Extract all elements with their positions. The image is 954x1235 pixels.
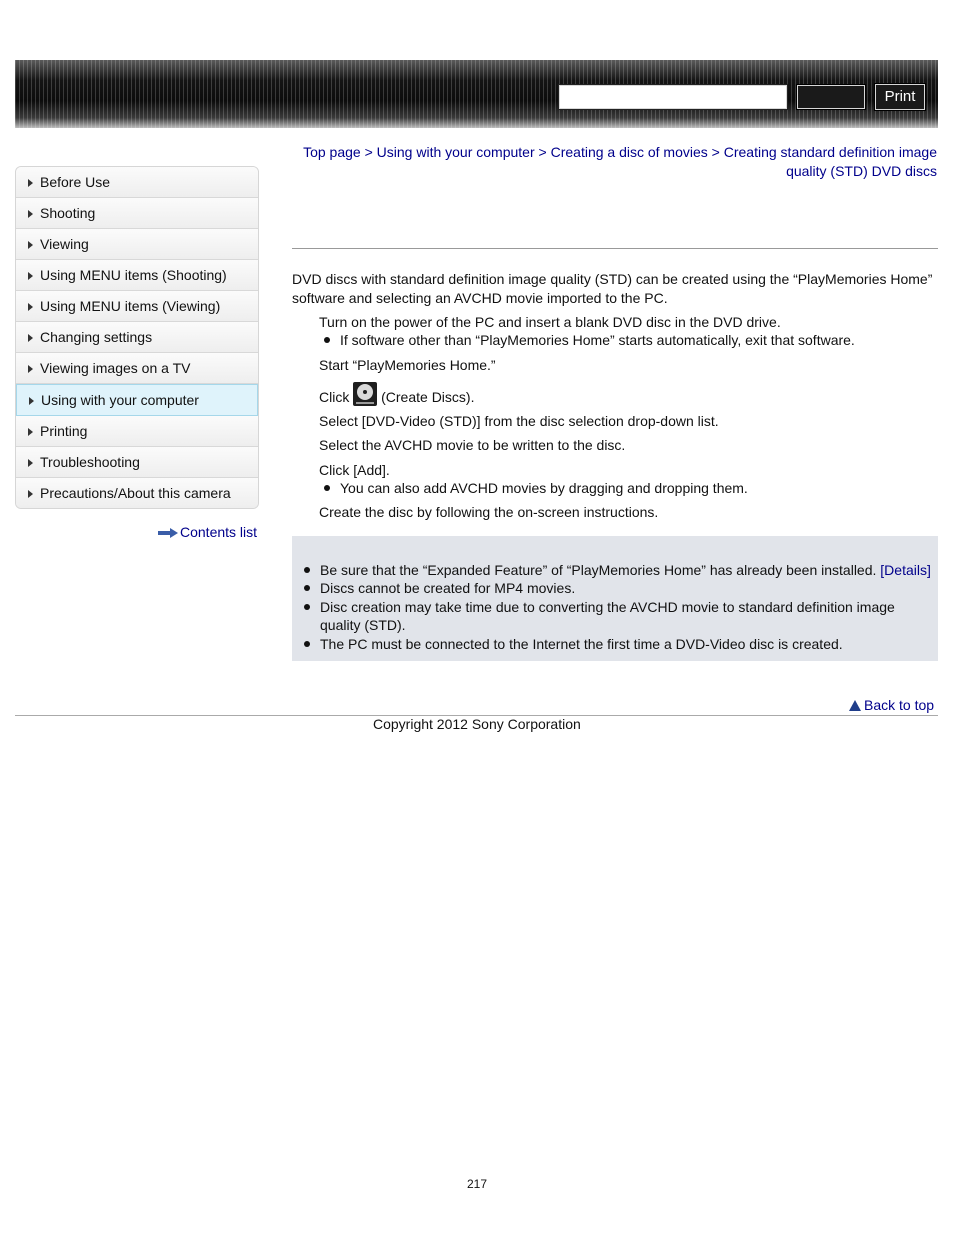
- bullet-icon: [304, 641, 310, 647]
- step-3-post-text: (Create Discs).: [381, 389, 475, 405]
- step-3-pre-text: Click: [319, 389, 350, 405]
- sidebar-item-changing-settings[interactable]: [16, 322, 258, 353]
- sidebar-item-viewing[interactable]: [16, 229, 258, 260]
- sidebar-item-using-with-computer[interactable]: [16, 384, 258, 416]
- contents-list-link[interactable]: [158, 524, 257, 540]
- breadcrumb-separator: >: [364, 144, 373, 160]
- intro-text: DVD discs with standard definition image quality (STD) can be created using the “PlayMemories Home” software and selecting an AVCHD movie imported to the PC.: [292, 271, 933, 306]
- back-to-top-label: Back to top: [864, 697, 935, 713]
- note-item: [304, 635, 934, 653]
- step-1-note: [324, 331, 855, 349]
- bullet-icon: [324, 485, 330, 491]
- note-item: [304, 561, 934, 579]
- note-text: Disc creation may take time due to converting the AVCHD movie to standard definition image quality (STD).: [320, 599, 895, 633]
- sidebar-item-shooting[interactable]: [16, 198, 258, 229]
- header-bar: [15, 60, 938, 128]
- breadcrumb-separator: >: [538, 144, 547, 160]
- bullet-icon: [324, 337, 330, 343]
- sidebar-item-label: Shooting: [40, 205, 96, 221]
- step-6-note-text: You can also add AVCHD movies by dragging and dropping them.: [340, 480, 748, 496]
- sidebar-item-menu-viewing[interactable]: [16, 291, 258, 322]
- copyright-text: Copyright 2012 Sony Corporation: [373, 716, 581, 732]
- breadcrumb-top-page[interactable]: Top page: [303, 144, 361, 160]
- sidebar-item-precautions[interactable]: [16, 478, 258, 508]
- breadcrumb-separator: >: [711, 144, 720, 160]
- triangle-right-icon: [28, 334, 33, 342]
- search-input[interactable]: [559, 85, 787, 109]
- step-1-note-text: If software other than “PlayMemories Home” starts automatically, exit that software.: [340, 332, 855, 348]
- print-button[interactable]: Print: [875, 84, 925, 110]
- step-7: Create the disc by following the on-screen instructions.: [319, 504, 659, 520]
- sidebar-item-label: Changing settings: [40, 329, 153, 345]
- note-text: Discs cannot be created for MP4 movies.: [320, 580, 576, 596]
- triangle-right-icon: [28, 179, 33, 187]
- step-4: Select [DVD-Video (STD)] from the disc selection drop-down list.: [319, 413, 719, 429]
- page-number: 217: [466, 1177, 488, 1191]
- notes-box: [292, 536, 938, 661]
- search-button[interactable]: [797, 85, 865, 109]
- note-item: [304, 579, 934, 597]
- step-2: Start “PlayMemories Home.”: [319, 357, 496, 373]
- sidebar-item-label: Viewing: [40, 236, 89, 252]
- sidebar-item-menu-shooting[interactable]: [16, 260, 258, 291]
- breadcrumb-creating-disc[interactable]: Creating a disc of movies: [550, 144, 708, 160]
- sidebar-item-troubleshooting[interactable]: [16, 447, 258, 478]
- sidebar-item-label: Using MENU items (Viewing): [40, 298, 221, 314]
- title-divider: [292, 248, 938, 249]
- sidebar-item-label: Troubleshooting: [40, 454, 140, 470]
- triangle-up-icon: [849, 700, 861, 711]
- triangle-right-icon: [28, 241, 33, 249]
- triangle-right-icon: [28, 272, 33, 280]
- sidebar-item-label: Precautions/About this camera: [40, 485, 231, 501]
- sidebar-item-label: Before Use: [40, 174, 111, 190]
- triangle-right-icon: [28, 303, 33, 311]
- bullet-icon: [304, 604, 310, 610]
- breadcrumb-using-with-computer[interactable]: Using with your computer: [376, 144, 535, 160]
- sidebar-item-label: Viewing images on a TV: [40, 360, 191, 376]
- sidebar-item-label: Using MENU items (Shooting): [40, 267, 227, 283]
- bullet-icon: [304, 585, 310, 591]
- sidebar-nav: [15, 166, 259, 509]
- triangle-right-icon: [28, 459, 33, 467]
- breadcrumb: [292, 143, 937, 181]
- arrow-right-icon: [158, 528, 178, 538]
- sidebar-item-label: Using with your computer: [41, 392, 199, 408]
- note-item: [304, 598, 934, 634]
- sidebar-item-label: Printing: [40, 423, 88, 439]
- back-to-top-link[interactable]: [849, 697, 934, 713]
- triangle-right-icon: [28, 490, 33, 498]
- contents-list-label: Contents list: [180, 524, 258, 540]
- triangle-right-icon: [28, 210, 33, 218]
- create-discs-icon: [353, 382, 377, 406]
- sidebar-item-before-use[interactable]: [16, 167, 258, 198]
- step-6: Click [Add].: [319, 462, 390, 478]
- sidebar-item-viewing-tv[interactable]: [16, 353, 258, 384]
- details-link[interactable]: [Details]: [880, 562, 931, 578]
- triangle-right-icon: [29, 397, 34, 405]
- bullet-icon: [304, 567, 310, 573]
- step-6-note: [324, 479, 748, 497]
- step-5: Select the AVCHD movie to be written to the disc.: [319, 437, 626, 453]
- triangle-right-icon: [28, 365, 33, 373]
- sidebar-item-printing[interactable]: [16, 416, 258, 447]
- breadcrumb-current-page[interactable]: Creating standard definition image quality (STD) DVD discs: [723, 144, 937, 179]
- step-1: Turn on the power of the PC and insert a blank DVD disc in the DVD drive.: [319, 314, 781, 330]
- triangle-right-icon: [28, 428, 33, 436]
- note-text: Be sure that the “Expanded Feature” of “PlayMemories Home” has already been installed.: [320, 562, 877, 578]
- note-text: The PC must be connected to the Internet the first time a DVD-Video disc is created.: [320, 636, 843, 652]
- step-3: [319, 382, 474, 406]
